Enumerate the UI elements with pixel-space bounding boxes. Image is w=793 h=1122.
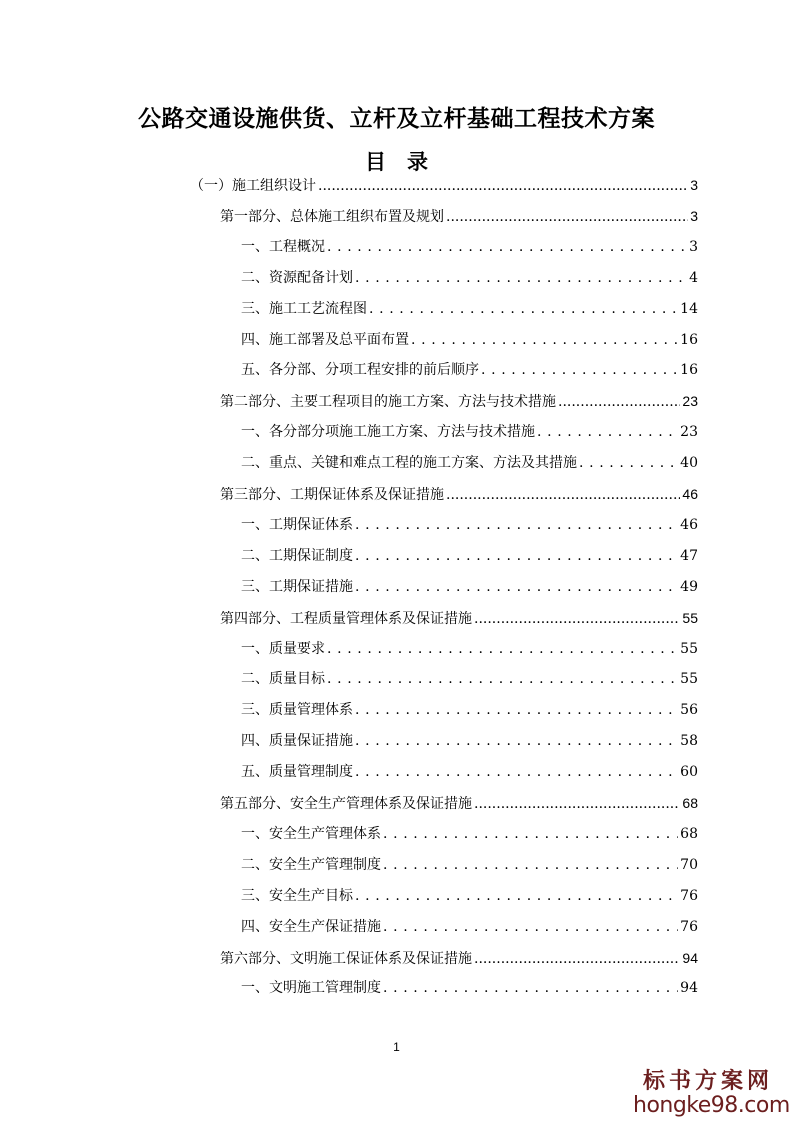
toc-dot-leader — [383, 916, 678, 938]
toc-entry-page: 23 — [680, 424, 698, 441]
toc-dot-leader — [446, 484, 680, 506]
toc-entry[interactable] — [220, 483, 698, 505]
toc-dot-leader — [481, 359, 678, 381]
toc-entry-page: 55 — [680, 640, 698, 657]
toc-entry-label: 一、安全生产管理体系 — [241, 825, 381, 842]
toc-entry-page: 68 — [682, 795, 698, 811]
toc-entry-label: 第一部分、总体施工组织布置及规划 — [220, 208, 444, 225]
toc-entry-label: 第五部分、安全生产管理体系及保证措施 — [220, 796, 472, 812]
watermark-cn: 标书方案网 — [642, 1068, 773, 1094]
toc-entry-label: 四、安全生产保证措施 — [241, 918, 381, 935]
toc-dot-leader — [327, 668, 678, 690]
toc-dot-leader — [355, 761, 678, 783]
toc-dot-leader — [474, 793, 680, 815]
toc-dot-leader — [383, 977, 678, 999]
toc-entry-label: 第二部分、主要工程项目的施工方案、方法与技术措施 — [220, 394, 556, 411]
toc-entry[interactable] — [241, 421, 698, 443]
toc-entry-label: 第三部分、工期保证体系及保证措施 — [220, 487, 444, 503]
toc-entry[interactable] — [241, 977, 698, 999]
toc-dot-leader — [327, 638, 678, 660]
toc-entry-page: 55 — [682, 609, 698, 626]
toc-entry[interactable] — [220, 947, 698, 969]
toc-dot-leader — [369, 298, 678, 320]
toc-dot-leader — [355, 699, 678, 721]
toc-dot-leader — [558, 391, 680, 413]
toc-entry[interactable] — [241, 854, 698, 876]
toc-dot-leader — [355, 730, 678, 752]
toc-entry-label: （一）施工组织设计 — [190, 178, 316, 194]
toc-entry-label: 三、施工工艺流程图 — [241, 300, 367, 317]
toc-entry-label: 一、工期保证体系 — [241, 516, 353, 533]
page-number: 1 — [393, 1040, 400, 1054]
toc-entry-page: 23 — [682, 393, 698, 410]
toc-entry[interactable] — [241, 514, 698, 536]
toc-entry[interactable] — [220, 792, 698, 814]
toc-entry-page: 70 — [680, 856, 698, 873]
toc-entry-page: 94 — [680, 980, 698, 997]
toc-entry-page: 49 — [680, 578, 698, 595]
toc-entry-page: 76 — [680, 887, 698, 904]
toc-entry-label: 一、质量要求 — [241, 640, 325, 657]
toc-entry-page: 46 — [682, 486, 698, 502]
toc-entry-label: 四、施工部署及总平面布置 — [241, 331, 409, 348]
toc-entry-label: 四、质量保证措施 — [241, 733, 353, 750]
toc-entry[interactable] — [220, 607, 698, 629]
toc-dot-leader — [474, 948, 680, 970]
toc-dot-leader — [355, 267, 687, 289]
toc-entry[interactable] — [241, 885, 698, 907]
toc-entry[interactable] — [241, 668, 698, 690]
toc-entry-label: 二、资源配备计划 — [241, 269, 353, 286]
toc-dot-leader — [411, 329, 678, 351]
toc-entry[interactable] — [241, 576, 698, 598]
toc-dot-leader — [355, 885, 678, 907]
toc-entry[interactable] — [241, 761, 698, 783]
toc-dot-leader — [383, 854, 678, 876]
toc-entry-page: 76 — [680, 918, 698, 935]
toc-entry[interactable] — [241, 730, 698, 752]
toc-entry-label: 第四部分、工程质量管理体系及保证措施 — [220, 610, 472, 627]
document-title: 公路交通设施供货、立杆及立杆基础工程技术方案 — [138, 106, 655, 132]
toc-entry-page: 68 — [680, 825, 698, 842]
toc-dot-leader — [318, 175, 688, 197]
toc-entry-label: 五、各分部、分项工程安排的前后顺序 — [241, 362, 479, 379]
toc-entry-label: 一、各分部分项施工施工方案、方法与技术措施 — [241, 424, 535, 441]
toc-entry[interactable] — [241, 298, 698, 320]
toc-entry-label: 二、工期保证制度 — [241, 547, 353, 564]
watermark-en: hongke98.com — [633, 1093, 790, 1118]
toc-entry-page: 16 — [680, 331, 698, 348]
toc-entry-label: 一、文明施工管理制度 — [241, 980, 381, 997]
watermark-logo — [633, 1068, 790, 1118]
toc-entry-label: 三、工期保证措施 — [241, 578, 353, 595]
toc-entry-label: 第六部分、文明施工保证体系及保证措施 — [220, 950, 472, 967]
toc-dot-leader — [383, 823, 678, 845]
toc-entry-label: 五、质量管理制度 — [241, 764, 353, 781]
toc-dot-leader — [537, 421, 678, 443]
toc-entry-page: 46 — [680, 516, 698, 533]
toc-entry[interactable] — [241, 329, 698, 351]
toc-entry[interactable] — [241, 916, 698, 938]
toc-entry-page: 3 — [690, 207, 698, 224]
toc-entry-page: 3 — [689, 238, 698, 255]
toc-entry[interactable] — [241, 545, 698, 567]
toc-entry-label: 三、安全生产目标 — [241, 887, 353, 904]
toc-heading: 目 录 — [365, 150, 428, 174]
toc-entry[interactable] — [241, 823, 698, 845]
toc-entry-page: 56 — [680, 702, 698, 719]
toc-dot-leader — [327, 236, 687, 258]
toc-entry-page: 40 — [680, 455, 698, 472]
toc-dot-leader — [579, 452, 678, 474]
toc-entry[interactable] — [220, 205, 698, 227]
toc-entry[interactable] — [241, 359, 698, 381]
toc-entry-page: 94 — [682, 949, 698, 966]
toc-entry-label: 一、工程概况 — [241, 238, 325, 255]
toc-dot-leader — [355, 576, 678, 598]
toc-dot-leader — [355, 545, 678, 567]
toc-entry-page: 14 — [680, 300, 698, 317]
toc-entry-page: 3 — [690, 177, 698, 193]
toc-entry[interactable] — [190, 174, 698, 196]
toc-entry-page: 58 — [680, 733, 698, 750]
toc-entry[interactable] — [241, 452, 698, 474]
toc-entry-page: 47 — [680, 547, 698, 564]
toc-entry-page: 60 — [680, 764, 698, 781]
toc-entry-label: 二、质量目标 — [241, 671, 325, 688]
toc-entry-label: 二、重点、关键和难点工程的施工方案、方法及其措施 — [241, 455, 577, 472]
toc-entry[interactable] — [241, 699, 698, 721]
toc-entry-page: 4 — [689, 269, 698, 286]
toc-entry[interactable] — [241, 267, 698, 289]
toc-entry-page: 55 — [680, 671, 698, 688]
toc-entry[interactable] — [220, 390, 698, 412]
toc-entry-label: 三、质量管理体系 — [241, 702, 353, 719]
toc-entry[interactable] — [241, 638, 698, 660]
toc-entry-page: 16 — [680, 362, 698, 379]
toc-dot-leader — [474, 608, 680, 630]
toc-dot-leader — [446, 206, 688, 228]
toc-dot-leader — [355, 514, 678, 536]
toc-entry[interactable] — [241, 236, 698, 258]
toc-entry-label: 二、安全生产管理制度 — [241, 856, 381, 873]
